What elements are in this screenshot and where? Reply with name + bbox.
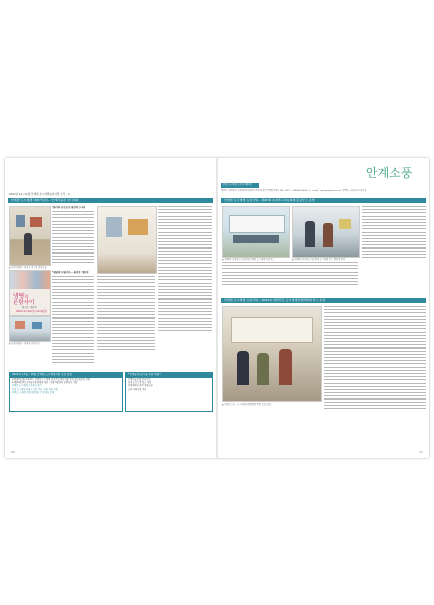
- expo-body: [324, 306, 426, 414]
- caption-festival-1: ▲ 제15회 슈퍼푸드아농축제 안계면 도시재생 홍보부스: [222, 258, 275, 261]
- exhibition-poster: [9, 270, 51, 316]
- painting-6: [128, 219, 148, 235]
- article1-body: [52, 211, 94, 269]
- gallery-photo-large: [97, 206, 157, 274]
- painting-1: [16, 215, 25, 227]
- booth-tent: [229, 215, 285, 233]
- expo-figure-c: [279, 349, 292, 385]
- caption-festival-2: ▲ 제15회 슈퍼푸드아농축제 도시재생 부스 방문객 참여: [292, 258, 346, 261]
- publisher-info: 발행처 : 안계면 도시재생현장지원센터 (경북 의성군 안계면 안계길 145, 2층) T : 054-862-9406 | F : e-mail : egregen@naver.com | 발행일 : 2022년 12월 1일: [221, 190, 367, 192]
- support-box: [125, 372, 213, 412]
- festival-body-lower: [222, 262, 358, 292]
- caption-expo: ▲ 이베트스코 - 도시재생산업박람회 박람 모집 현장: [222, 403, 271, 406]
- schedule-item: 12월 도시재생 현장지원센터 기념 행사 진행: [12, 391, 55, 395]
- caption-bottom: ▲ 안계작품관 - 냉탕과 온탕사이: [9, 342, 40, 345]
- schedule-item: 11월21일(월) 10:30 - 안계면 도시재생 상인가입 재단치활 지역 공동체교육 진행: [12, 377, 90, 381]
- poster-title-mid: 과: [24, 294, 29, 299]
- painting-4: [32, 322, 42, 329]
- support-box-title: *안계농촌/공사옹 지원 현황*: [126, 373, 212, 378]
- expo-figure-b: [257, 353, 269, 385]
- right-page: [218, 158, 429, 458]
- expo-booth-photo: [222, 306, 322, 402]
- festival-body: [362, 206, 426, 264]
- visitor-figure: [24, 233, 32, 255]
- left-page-number: 26: [11, 450, 15, 454]
- section-title-festival: 안계면 도시재생 뉴딜사업... 제15회 슈퍼푸드아농축제 홍보부스 운영: [221, 198, 426, 203]
- festival-booth-photo-2: [292, 206, 360, 258]
- support-item: 교육 지원사업 추진: [128, 387, 147, 391]
- painting-3: [15, 321, 25, 329]
- schedule-item: 11월24일(목) 안계농촌문화체험 체험 - 현장지원센터 운영상의 지원: [12, 380, 78, 384]
- painting-5: [106, 217, 122, 237]
- poster-title-2: 온탕사이: [13, 300, 35, 306]
- booth-table: [233, 235, 279, 243]
- section-title-exhibition: 안계면 도시재생 이화가사리... 안계작품관 전시개최: [8, 198, 213, 203]
- left-page: [5, 158, 216, 458]
- section-title-expo: 안계면 도시재생 뉴딜사업... 2022년 대한민국 도시재생산업박람회 부스 운영: [221, 298, 426, 303]
- support-item: 안계미술관 활성화 사업: [128, 377, 151, 381]
- festival-booth-photo-1: [222, 206, 290, 258]
- article1-heading: *화가의 순수프로 화상마스니다: [52, 206, 85, 209]
- exhibition-photo-bottom: [9, 316, 51, 342]
- poster-dates: 2022.11.16(수)-12.4(일): [16, 310, 47, 313]
- booth-sign: [339, 219, 351, 229]
- schedule-item: 안계면 도시재생 조성상인 참가: [12, 384, 42, 388]
- schedule-item: 상권 도시재생 운영시스템 기반 - 관련 세부 지원: [12, 387, 58, 391]
- article2-body: [52, 276, 94, 368]
- issue-tag: 안계 도시재생 소식지 제13호: [221, 183, 259, 188]
- schedule-box-title: 2022년 11월 - 12월 안계면 도시재생사업 주요 일정: [10, 373, 122, 378]
- visitor-figure-b: [323, 223, 333, 247]
- visitor-figure-a: [305, 221, 315, 247]
- exhibition-photo-top: [9, 206, 51, 266]
- article2-heading: *냉탕과 온탕사이... 최진호 개인전: [52, 271, 89, 274]
- middle-column-body: [97, 276, 155, 356]
- poster-subtitle: 최진호 개인전: [22, 306, 37, 309]
- painting-2: [30, 217, 42, 227]
- right-page-number: 27: [419, 450, 423, 454]
- support-item: 운영계획서 적정 지원사항: [128, 384, 153, 388]
- support-item: 운영 프로그램 협조 내용: [128, 380, 152, 384]
- poster-artwork: [10, 271, 50, 289]
- left-page-header: 2022년 10~11월 안계면 조시개발농일사업 소식 - 3: [9, 193, 70, 196]
- magazine-spread: [5, 158, 429, 458]
- caption-top: ▲ 안계작품관 - 최진호 전시작 감상모습: [9, 266, 47, 269]
- expo-figure-a: [237, 351, 249, 385]
- expo-banner: [231, 317, 313, 343]
- poster-title-1: 냉탕: [13, 293, 25, 300]
- newsletter-logo: 안계소풍: [366, 166, 413, 180]
- right-column-body: [158, 206, 212, 346]
- schedule-box: [9, 372, 123, 412]
